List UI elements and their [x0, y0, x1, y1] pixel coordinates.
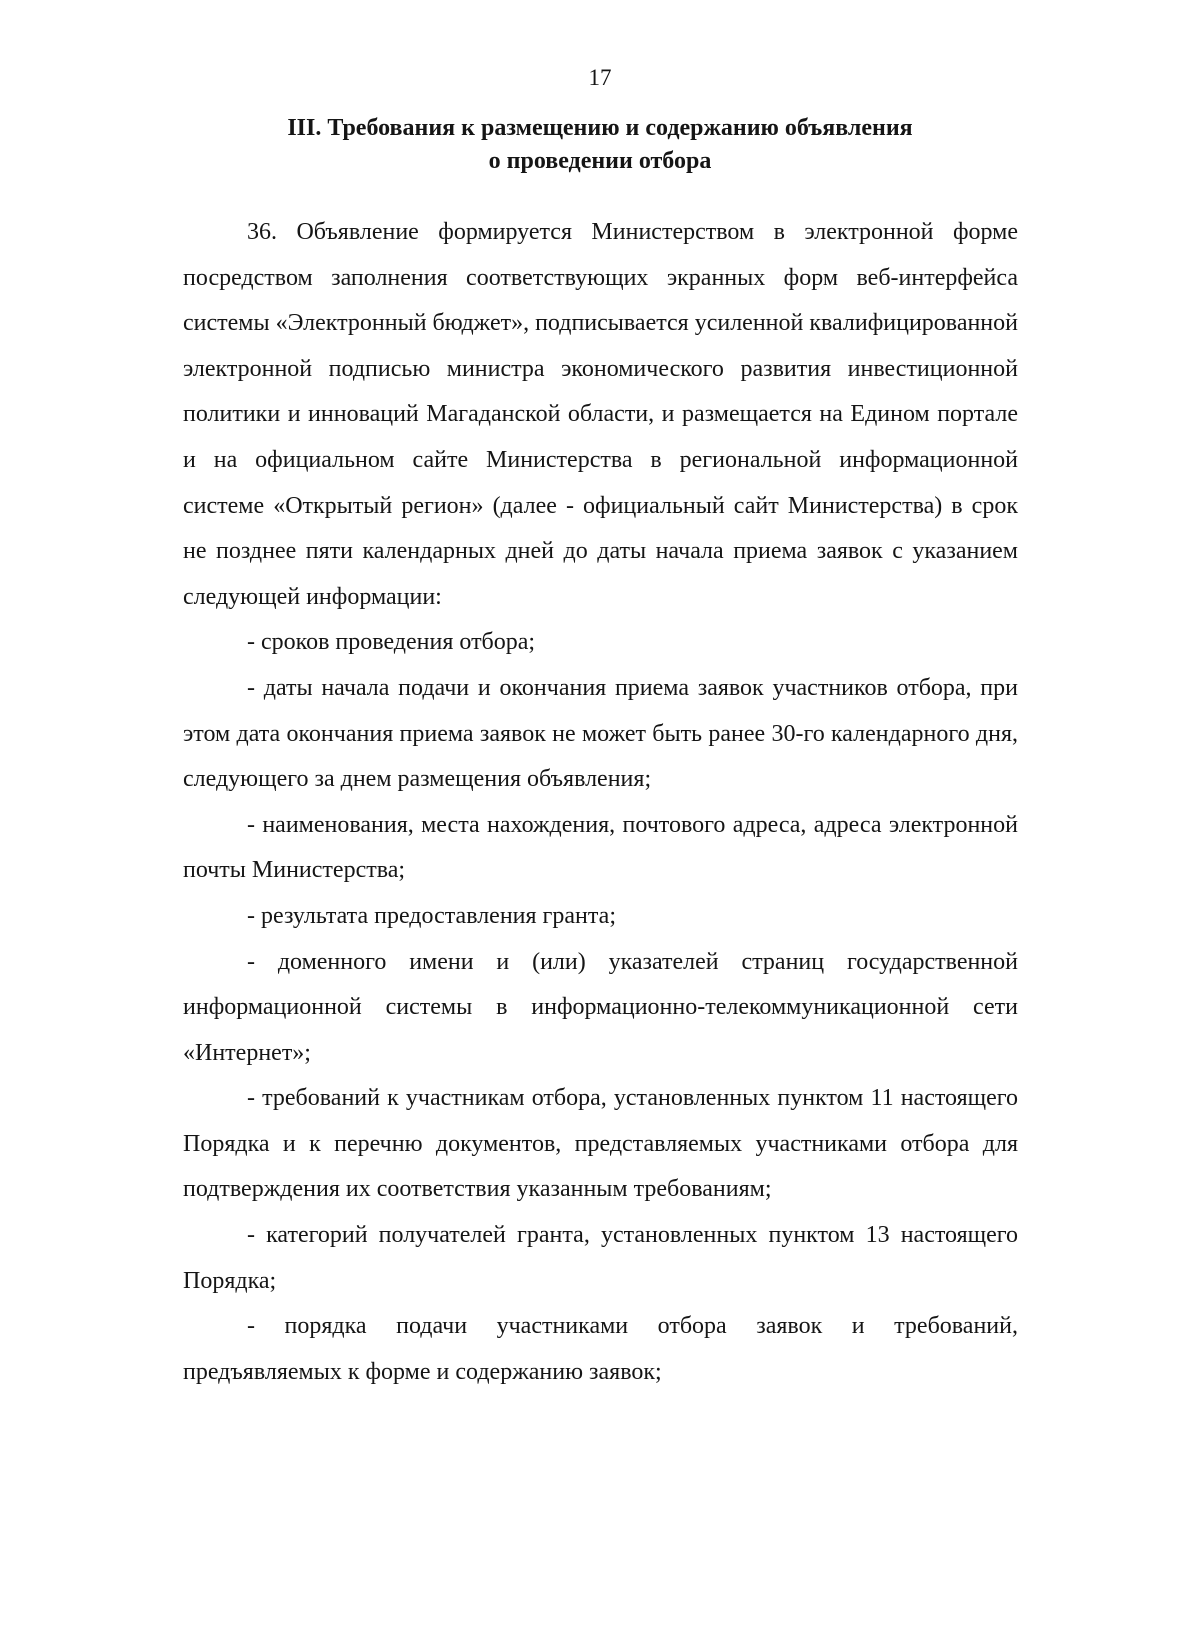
document-body [183, 210, 1018, 1395]
list-item-deadlines: - сроков проведения отбора; [247, 629, 536, 656]
section-heading [150, 112, 1050, 178]
section-heading-line-1: III. Требования к размещению и содержанию объявления [287, 115, 913, 141]
page-number: 17 [588, 65, 612, 90]
section-heading-line-2: о проведении отбора [488, 148, 712, 174]
list-item-domain-name: - доменного имени и (или) указателей страниц государственной информационной системы в информационно-телекоммуникационной сети «Интернет»; [183, 948, 1018, 1066]
list-item-application-dates: - даты начала подачи и окончания приема заявок участников отбора, при этом дата окончания приема заявок не может быть ранее 30-го календарного дня, следующего за днем размещения объявления; [183, 674, 1018, 793]
list-item-grant-result: - результата предоставления гранта; [247, 902, 616, 929]
paragraph-36: 36. Объявление формируется Министерством в электронной форме посредством заполнения соответствующих экранных форм веб-интерфейса системы «Электронный бюджет», подписывается усиленной квалифицированной электронной подписью министра экономического развития инвестиционной политики и инноваций Магаданской области, и размещается на Едином портале и на официальном сайте Министерства в региональной информационной системе «Открытый регион» (далее - официальный сайт Министерства) в срок не позднее пяти календарных дней до даты начала приема заявок с указанием следующей информации: [183, 219, 1018, 610]
list-item-ministry-contacts: - наименования, места нахождения, почтового адреса, адреса электронной почты Министерства; [183, 811, 1018, 884]
list-item-participant-requirements: - требований к участникам отбора, установленных пунктом 11 настоящего Порядка и к перечню документов, представляемых участниками отбора для подтверждения их соответствия указанным требованиям; [183, 1085, 1018, 1203]
list-item-submission-procedure: - порядка подачи участниками отбора заявок и требований, предъявляемых к форме и содержанию заявок; [183, 1313, 1018, 1385]
list-item-recipient-categories: - категорий получателей гранта, установленных пунктом 13 настоящего Порядка; [183, 1222, 1018, 1294]
